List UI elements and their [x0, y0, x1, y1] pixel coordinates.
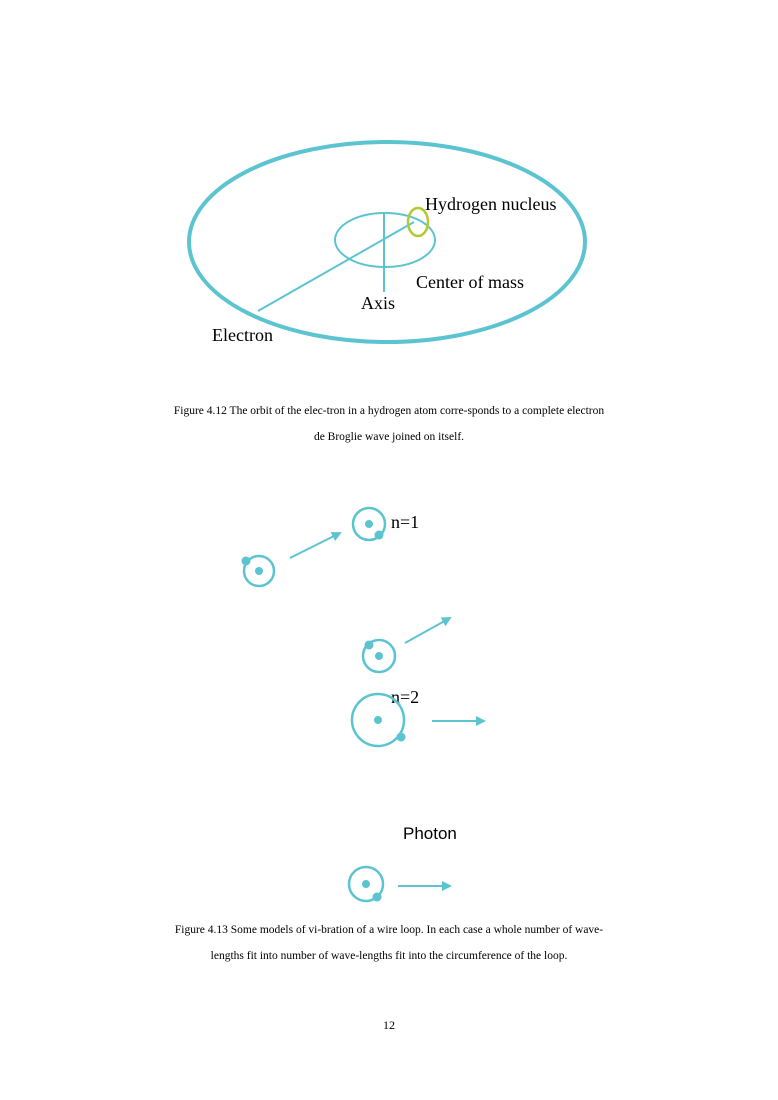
atom-photon [349, 867, 383, 902]
arrow-middle [405, 618, 450, 643]
label-axis: Axis [361, 293, 396, 313]
label-hydrogen-nucleus: Hydrogen nucleus [425, 194, 557, 214]
atom-n2 [352, 694, 406, 746]
figure-4-13-caption [0, 917, 778, 969]
label-n1: n=1 [391, 512, 420, 532]
label-n2: n=2 [391, 687, 420, 707]
figure-4-12-caption-line-1: Figure 4.12 The orbit of the elec-tron in a hydrogen atom corre-sponds to a complete electron [173, 405, 605, 417]
page-number: 12 [383, 1018, 395, 1032]
atom-n1 [353, 508, 385, 540]
atom-middle [363, 640, 395, 672]
arrow-to-n1 [290, 533, 340, 558]
label-center-of-mass: Center of mass [416, 272, 524, 292]
label-electron: Electron [212, 325, 273, 345]
figure-4-13-caption-line-2: lengths fit into number of wave-lengths fit into the circumference of the loop. [210, 950, 568, 962]
label-photon: Photon [403, 824, 457, 843]
figure-4-13-caption-line-1: Figure 4.13 Some models of vi-bration of a wire loop. In each case a whole number of wave- [174, 924, 604, 936]
figure-4-12-caption-line-2: de Broglie wave joined on itself. [313, 431, 465, 443]
atom-initial [242, 556, 275, 586]
